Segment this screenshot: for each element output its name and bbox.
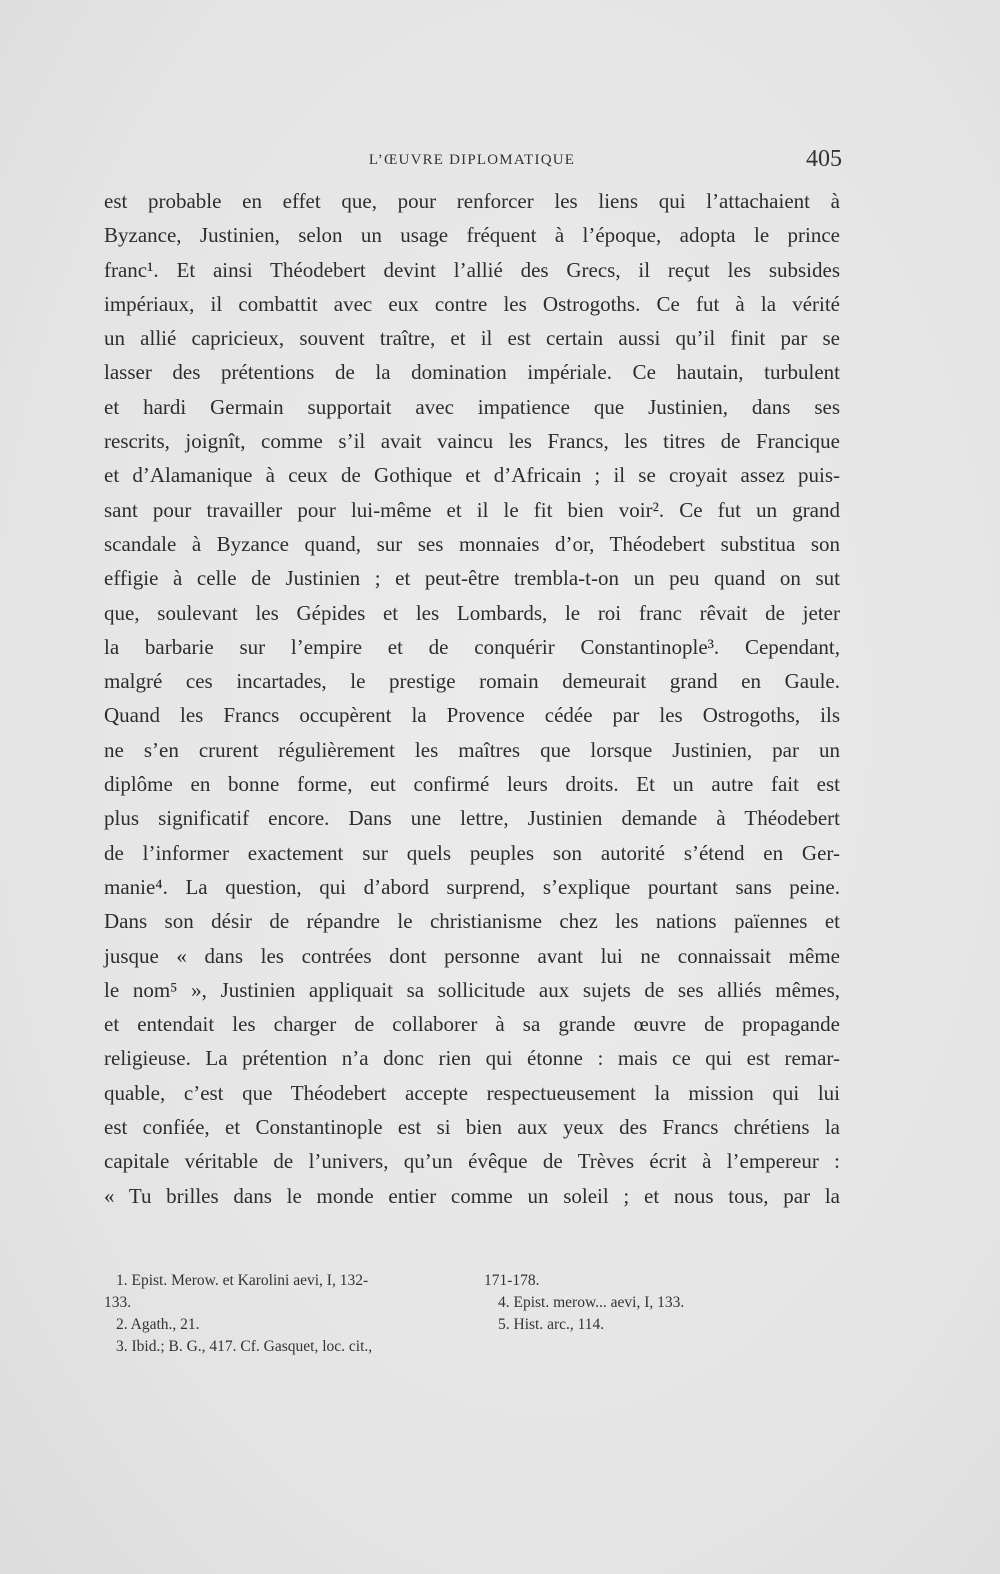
text-line: jusque « dans les contrées dont personne avant lui ne connaissait même: [104, 943, 840, 968]
text-line: est probable en effet que, pour renforcer les liens qui l’attachaient à: [104, 189, 840, 213]
footnote-continuation: 133.: [104, 1294, 132, 1311]
text-line: diplôme en bonne forme, eut confirmé leurs droits. Et un autre fait est: [104, 772, 840, 797]
text-line: impériaux, il combattit avec eux contre les Ostrogoths. Ce fut à la vérité: [104, 291, 840, 316]
text-line: manie⁴. La question, qui d’abord surprend, s’explique pourtant sans peine.: [104, 874, 840, 899]
text-line: lasser des prétentions de la domination impériale. Ce hautain, turbulent: [104, 360, 840, 385]
body-text: [104, 184, 840, 1213]
text-line: effigie à celle de Justinien ; et peut-être trembla-t-on un peu quand on sut: [104, 566, 840, 591]
footnotes-right-column: [484, 1270, 844, 1336]
text-line: sant pour travailler pour lui-même et il le fit bien voir². Ce fut un grand: [104, 497, 840, 522]
running-title: L’ŒUVRE DIPLOMATIQUE: [368, 152, 576, 168]
footnote: 1. Epist. Merow. et Karolini aevi, I, 132-: [116, 1272, 369, 1289]
text-line: scandale à Byzance quand, sur ses monnaies d’or, Théodebert substitua son: [104, 531, 840, 556]
text-line: Byzance, Justinien, selon un usage fréquent à l’époque, adopta le prince: [104, 223, 840, 248]
text-line: le nom⁵ », Justinien appliquait sa sollicitude aux sujets de ses alliés mêmes,: [104, 977, 840, 1002]
text-line: plus significatif encore. Dans une lettre, Justinien demande à Théodebert: [104, 806, 840, 831]
text-line: la barbarie sur l’empire et de conquérir Constantinople³. Cependant,: [104, 634, 840, 659]
text-line: et d’Alamanique à ceux de Gothique et d’Africain ; il se croyait assez puis-: [104, 463, 840, 488]
text-line: « Tu brilles dans le monde entier comme un soleil ; et nous tous, par la: [104, 1183, 840, 1208]
footnote: 3. Ibid.; B. G., 417. Cf. Gasquet, loc. cit.,: [116, 1338, 373, 1355]
text-line: ne s’en crurent régulièrement les maîtres que lorsque Justinien, par un: [104, 737, 840, 762]
text-line: de l’informer exactement sur quels peuples son autorité s’étend en Ger-: [104, 840, 840, 865]
running-head: [104, 146, 840, 176]
text-line: que, soulevant les Gépides et les Lombards, le roi franc rêvait de jeter: [104, 600, 840, 625]
footnote: 4. Epist. merow... aevi, I, 133.: [498, 1294, 685, 1311]
footnote: 2. Agath., 21.: [116, 1316, 200, 1333]
text-line: religieuse. La prétention n’a donc rien qui étonne : mais ce qui est remar-: [104, 1046, 840, 1071]
text-line: franc¹. Et ainsi Théodebert devint l’allié des Grecs, il reçut les subsides: [104, 257, 840, 282]
text-line: malgré ces incartades, le prestige romain demeurait grand en Gaule.: [104, 669, 840, 694]
text-line: est confiée, et Constantinople est si bien aux yeux des Francs chrétiens la: [104, 1115, 840, 1140]
text-line: Quand les Francs occupèrent la Provence cédée par les Ostrogoths, ils: [104, 703, 840, 728]
text-line: un allié capricieux, souvent traître, et il est certain aussi qu’il finit par se: [104, 326, 840, 351]
page-number: 405: [806, 146, 842, 172]
footnote-continuation: 171-178.: [484, 1272, 540, 1289]
footnotes-left-column: [104, 1270, 464, 1358]
text-line: rescrits, joignît, comme s’il avait vaincu les Francs, les titres de Francique: [104, 429, 840, 454]
text-line: et hardi Germain supportait avec impatience que Justinien, dans ses: [104, 394, 840, 419]
text-line: Dans son désir de répandre le christianisme chez les nations païennes et: [104, 909, 840, 934]
text-line: et entendait les charger de collaborer à sa grande œuvre de propagande: [104, 1012, 840, 1037]
footnote: 5. Hist. arc., 114.: [498, 1316, 605, 1333]
text-line: capitale véritable de l’univers, qu’un évêque de Trèves écrit à l’empereur :: [104, 1149, 840, 1174]
text-line: quable, c’est que Théodebert accepte respectueusement la mission qui lui: [104, 1080, 840, 1105]
